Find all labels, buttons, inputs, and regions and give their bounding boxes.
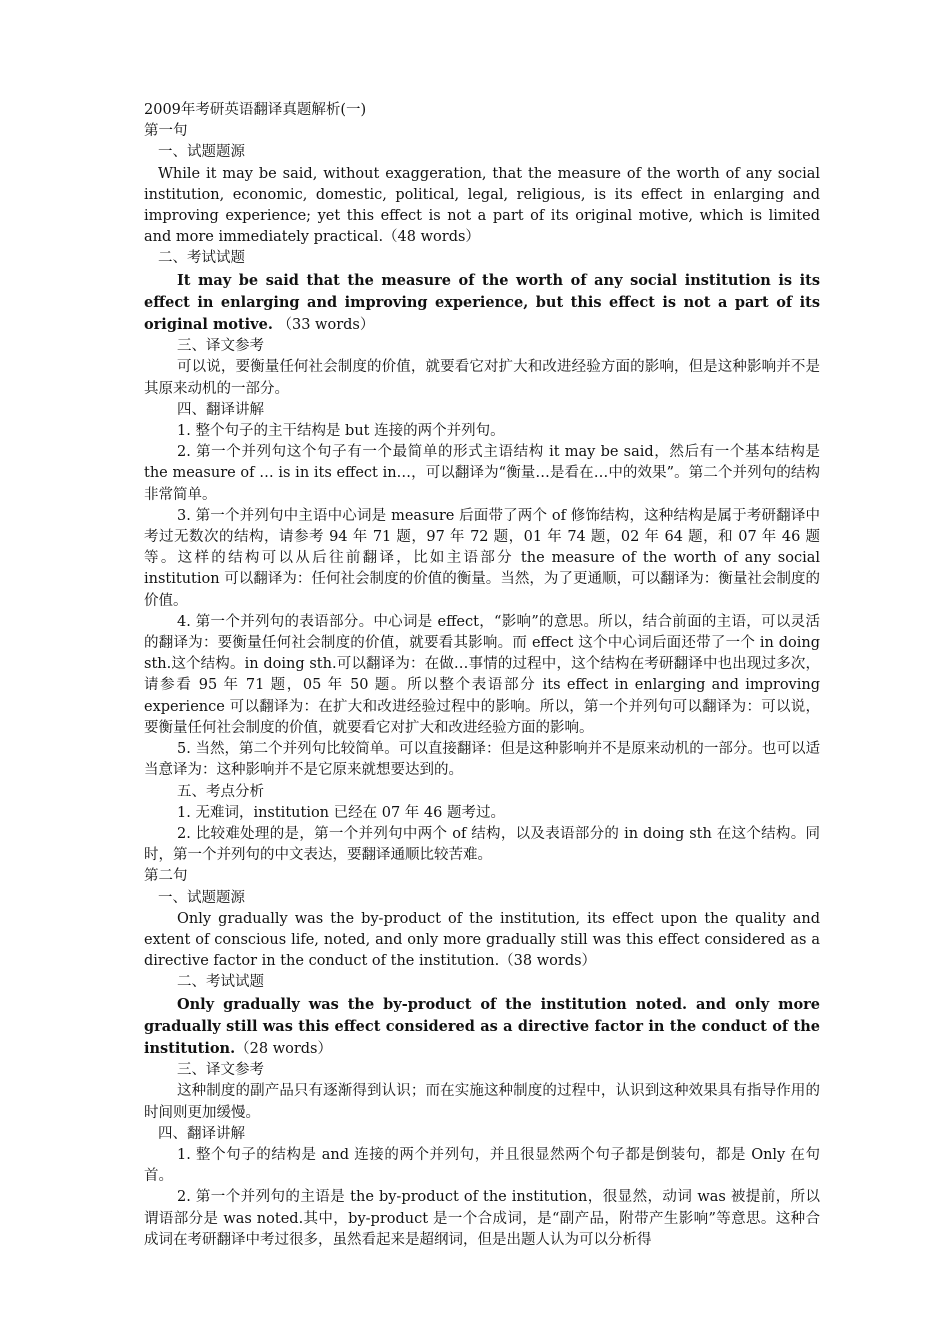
subheading-explanation: 四、翻译讲解 bbox=[158, 1125, 245, 1142]
explanation-point-5: 5. 当然，第二个并列句比较简单。可以直接翻译：但是这种影响并不是原来动机的一部分。也可以适当意译为：这种影响并不是它原来就想要达到的。 bbox=[144, 741, 820, 779]
exam-sentence: It may be said that the measure of the worth of any social institution is its effect in enlarging and improving experience, but this effect is not a part of its original motive. bbox=[144, 271, 820, 334]
subheading-translation: 三、译文参考 bbox=[177, 1062, 264, 1079]
subheading-exam: 二、考试试题 bbox=[177, 974, 264, 991]
subheading-translation: 三、译文参考 bbox=[177, 338, 264, 355]
source-paragraph: While it may be said, without exaggeration, that the measure of the worth of any social institution, economic, domestic, political, legal, religious, is its effect in enlarging and improving experience; yet this effect is not a part of its original motive, which is limited and more immediately practical.（48 words） bbox=[144, 165, 820, 246]
translation-paragraph: 这种制度的副产品只有逐渐得到认识；而在实施这种制度的过程中，认识到这种效果具有指导作用的时间则更加缓慢。 bbox=[144, 1083, 820, 1121]
explanation-point-2: 2. 第一个并列句这个句子有一个最简单的形式主语结构 it may be said，然后有一个基本结构是 the measure of … is in its effect in…，可以翻译为“衡量…是看在…中的效果”。第二个并列句的结构非常简单。 bbox=[144, 444, 820, 503]
section-heading-1: 第一句 bbox=[144, 123, 188, 140]
document-title: 2009年考研英语翻译真题解析(一) bbox=[144, 102, 367, 118]
analysis-point-2: 2. 比较难处理的是，第一个并列句中两个 of 结构，以及表语部分的 in doing sth 在这个结构。同时，第一个并列句的中文表达，要翻译通顺比较苦难。 bbox=[144, 825, 820, 864]
document-page bbox=[144, 100, 820, 1251]
word-count: （33 words） bbox=[277, 317, 375, 334]
exam-paragraph bbox=[144, 994, 820, 1061]
subheading-source: 一、试题题源 bbox=[158, 144, 245, 161]
exam-paragraph bbox=[144, 270, 820, 337]
explanation-point-1: 1. 整个句子的主干结构是 but 连接的两个并列句。 bbox=[177, 423, 505, 440]
subheading-explanation: 四、翻译讲解 bbox=[177, 401, 264, 418]
explanation-point-4: 4. 第一个并列句的表语部分。中心词是 effect，“影响”的意思。所以，结合前面的主语，可以灵活的翻译为：要衡量任何社会制度的价值，就要看其影响。而 effect 这个中心词后面还带了一个 in doing sth.这个结构。in doing sth.可以翻译为：在做…事情的过程中，这个结构在考研翻译中也出现过多次，请参看 95 年 71 题，05 年 50 题。所以整个表语部分 its effect in enlarging and improving experience 可以翻译为：在扩大和改进经验过程中的影响。所以，第一个并列句可以翻译为：可以说，要衡量任何社会制度的价值，就要看它对扩大和改进经验方面的影响。 bbox=[144, 613, 820, 736]
section-heading-2: 第二句 bbox=[144, 868, 188, 885]
subheading-analysis: 五、考点分析 bbox=[177, 783, 264, 800]
explanation-point-3: 3. 第一个并列句中主语中心词是 measure 后面带了两个 of 修饰结构，这种结构是属于考研翻译中考过无数次的结构，请参考 94 年 71 题，97 年 72 题，01 年 74 题，02 年 64 题，和 07 年 46 题等。这样的结构可以从后往前翻译，比如主语部分 the measure of the worth of any social institution 可以翻译为：任何社会制度的价值的衡量。当然，为了更通顺，可以翻译为：衡量社会制度的价值。 bbox=[144, 507, 820, 609]
analysis-point-1: 1. 无难词，institution 已经在 07 年 46 题考过。 bbox=[177, 804, 505, 821]
subheading-source: 一、试题题源 bbox=[158, 889, 245, 906]
word-count: （28 words） bbox=[235, 1040, 332, 1057]
explanation-point-1: 1. 整个句子的结构是 and 连接的两个并列句，并且很显然两个句子都是倒装句，都是 Only 在句首。 bbox=[144, 1146, 820, 1185]
source-paragraph: Only gradually was the by-product of the institution, its effect upon the quality and extent of conscious life, noted, and only more gradually still was this effect considered as a directive factor in the conduct of the institution.（38 words） bbox=[144, 910, 820, 970]
explanation-point-2: 2. 第一个并列句的主语是 the by-product of the institution，很显然，动词 was 被提前，所以谓语部分是 was noted.其中，by-product 是一个合成词，是“副产品，附带产生影响”等意思。这种合成词在考研翻译中考过很多，虽然看起来是超纲词，但是出题人认为可以分析得 bbox=[144, 1189, 820, 1248]
subheading-exam: 二、考试试题 bbox=[158, 250, 245, 267]
exam-sentence: Only gradually was the by-product of the institution noted. and only more gradually still was this effect considered as a directive factor in the conduct of the institution. bbox=[144, 995, 820, 1057]
translation-paragraph: 可以说，要衡量任何社会制度的价值，就要看它对扩大和改进经验方面的影响，但是这种影响并不是其原来动机的一部分。 bbox=[144, 359, 820, 397]
